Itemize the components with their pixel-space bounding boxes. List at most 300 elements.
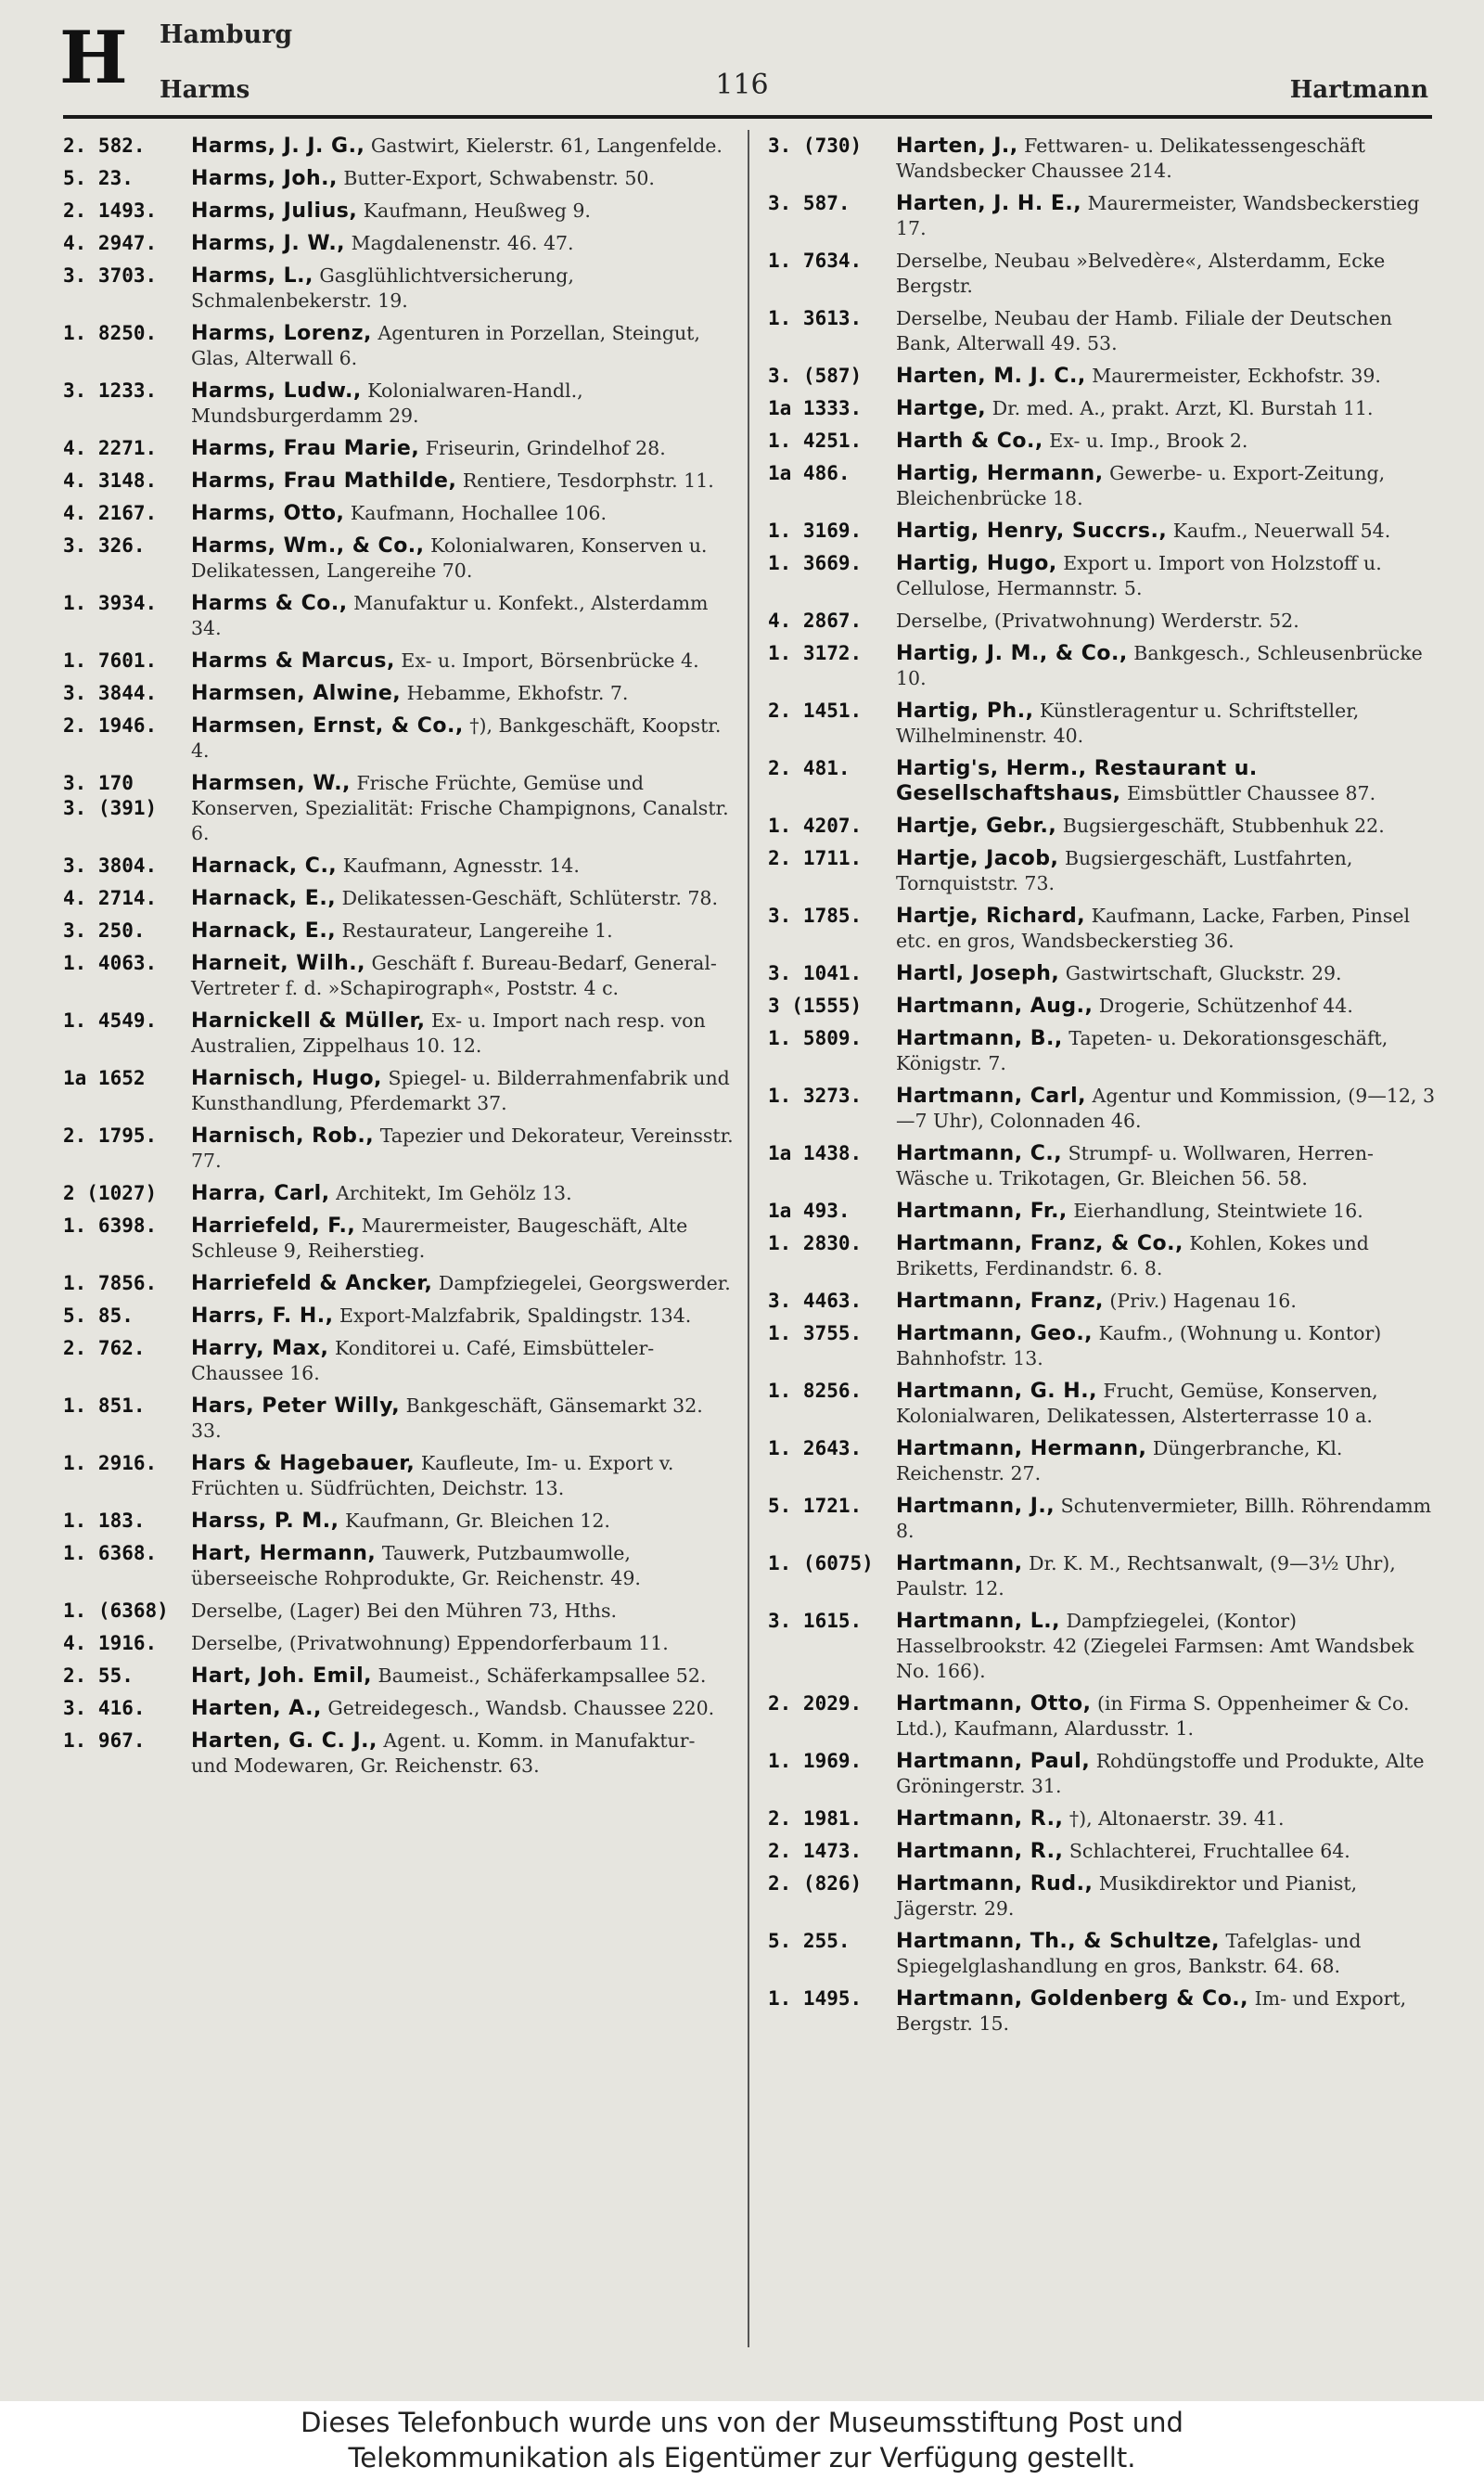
subscriber-name: Hars, Peter Willy, xyxy=(191,1394,401,1418)
directory-entry xyxy=(768,994,1439,1019)
directory-entry xyxy=(768,429,1439,454)
directory-entry xyxy=(768,1141,1439,1191)
subscriber-name: Hartmann, L., xyxy=(896,1610,1060,1633)
subscriber-details: Maurermeister, Eckhofstr. 39. xyxy=(1092,365,1381,387)
directory-entry xyxy=(768,1379,1439,1429)
subscriber-details: Derselbe, (Lager) Bei den Mühren 73, Hths. xyxy=(191,1600,618,1622)
subscriber-name: Harten, M. J. C., xyxy=(896,365,1086,388)
directory-entry xyxy=(63,713,735,764)
directory-entry xyxy=(63,649,735,674)
phone-number: 2. 1795. xyxy=(63,1124,158,1147)
phone-number: 3. 250. xyxy=(63,919,146,942)
directory-entry xyxy=(63,1181,735,1206)
subscriber-details: †), Altonaerstr. 39. 41. xyxy=(1068,1807,1285,1830)
subscriber-details: Derselbe, (Privatwohnung) Eppendorferbaum 11. xyxy=(191,1632,669,1654)
directory-entry xyxy=(63,1664,735,1689)
phone-number: 1. 4251. xyxy=(768,430,863,452)
phone-number: 2. 1946. xyxy=(63,714,158,737)
subscriber-name: Hartmann, Franz, & Co., xyxy=(896,1232,1183,1255)
phone-number: 1. 6368. xyxy=(63,1542,158,1564)
subscriber-details: (in Firma S. Oppenheimer & Co. Ltd.), Kaufmann, Alardusstr. 1. xyxy=(896,1692,1410,1740)
subscriber-name: Harms, Wm., & Co., xyxy=(191,534,425,558)
phone-number: 5. 85. xyxy=(63,1304,134,1327)
subscriber-name: Harriefeld & Ancker, xyxy=(191,1272,433,1295)
directory-entry xyxy=(768,1026,1439,1076)
directory-entry xyxy=(768,609,1439,634)
subscriber-details: Tafelglas- und Spiegelglashandlung en gros, Bankstr. 64. 68. xyxy=(896,1930,1362,1977)
directory-entry xyxy=(768,699,1439,749)
subscriber-details: Düngerbranche, Kl. Reichenstr. 27. xyxy=(896,1437,1343,1484)
subscriber-details: Ex- u. Imp., Brook 2. xyxy=(1049,430,1248,452)
phone-number: 1. 4063. xyxy=(63,952,158,974)
subscriber-name: Hartmann, Hermann, xyxy=(896,1437,1147,1460)
phone-number: 1. 183. xyxy=(63,1510,146,1532)
phone-number: 1. 3755. xyxy=(768,1322,863,1344)
subscriber-name: Harnack, E., xyxy=(191,919,337,943)
subscriber-details: Schlachterei, Fruchtallee 64. xyxy=(1068,1840,1350,1862)
subscriber-details: Gasglühlichtversicherung, Schmalenbekerstr. 19. xyxy=(191,264,574,312)
subscriber-details: Bugsiergeschäft, Stubbenhuk 22. xyxy=(1062,815,1385,837)
phone-number: 1. 4207. xyxy=(768,815,863,837)
directory-entry xyxy=(768,519,1439,544)
subscriber-name: Hartig, Hermann, xyxy=(896,462,1104,485)
subscriber-details: Export-Malzfabrik, Spaldingstr. 134. xyxy=(339,1304,692,1327)
phone-number: 2 (1027) xyxy=(63,1182,158,1204)
subscriber-details: Strumpf- u. Wollwaren, Herren-Wäsche u. Trikotagen, Gr. Bleichen 56. 58. xyxy=(896,1142,1374,1189)
phone-number: 2. 481. xyxy=(768,757,851,779)
phone-number: 4. 2271. xyxy=(63,437,158,459)
directory-entry xyxy=(768,1436,1439,1486)
directory-entry xyxy=(63,263,735,314)
phone-number: 3. 3844. xyxy=(63,682,158,704)
phone-number: 2. 762. xyxy=(63,1337,146,1359)
subscriber-details: Frische Früchte, Gemüse und Konserven, Spezialität: Frische Champignons, Canalstr. 6. xyxy=(191,772,729,844)
phone-number: 4. 2867. xyxy=(768,610,863,632)
subscriber-details: Hebamme, Ekhofstr. 7. xyxy=(406,682,629,704)
phone-number: 5. 255. xyxy=(768,1930,851,1952)
subscriber-details: Gewerbe- u. Export-Zeitung, Bleichenbrücke 18. xyxy=(896,462,1386,509)
phone-number: 1. 3172. xyxy=(768,642,863,664)
phone-number: 1. 1495. xyxy=(768,1987,863,2010)
subscriber-details: Rohdüngstoffe und Produkte, Alte Gröningerstr. 31. xyxy=(896,1750,1425,1797)
phone-number: 3 (1555) xyxy=(768,995,863,1017)
phone-number: 1. 3934. xyxy=(63,592,158,614)
subscriber-name: Harms, Frau Mathilde, xyxy=(191,469,457,493)
subscriber-details: Export u. Import von Holzstoff u. Cellulose, Hermannstr. 5. xyxy=(896,552,1382,599)
subscriber-details: Bankgeschäft, Gänsemarkt 32. 33. xyxy=(191,1394,703,1442)
directory-entry xyxy=(63,591,735,641)
phone-number: 1. (6075) xyxy=(768,1552,874,1574)
subscriber-details: Geschäft f. Bureau-Bedarf, General-Vertreter f. d. »Schapirograph«, Poststr. 4 c. xyxy=(191,952,717,999)
phone-number: 1. 8250. xyxy=(63,322,158,344)
subscriber-name: Hartmann, R., xyxy=(896,1807,1064,1831)
subscriber-details: Frucht, Gemüse, Konserven, Kolonialwaren, Delikatessen, Alsterterrasse 10 a. xyxy=(896,1380,1378,1427)
directory-entry xyxy=(63,919,735,944)
phone-number: 3. 1233. xyxy=(63,379,158,402)
right-column xyxy=(768,134,1439,2044)
subscriber-name: Hartig's, Herm., Restaurant u. Gesellschaftshaus, xyxy=(896,757,1258,805)
directory-entry xyxy=(63,501,735,526)
directory-entry xyxy=(768,249,1439,299)
subscriber-details: Dampfziegelei, (Kontor) Hasselbrookstr. 42 (Ziegelei Farmsen: Amt Wandsbek No. 166). xyxy=(896,1610,1414,1682)
directory-entry xyxy=(768,1839,1439,1864)
phone-number: 1a 1652 xyxy=(63,1067,146,1089)
subscriber-details: Getreidegesch., Wandsb. Chaussee 220. xyxy=(327,1697,715,1719)
subscriber-details: Maurermeister, Wandsbeckerstieg 17. xyxy=(896,192,1420,239)
directory-entry xyxy=(768,1806,1439,1831)
phone-number: 1a 1438. xyxy=(768,1142,863,1164)
directory-entry xyxy=(768,1986,1439,2037)
subscriber-name: Harmsen, Alwine, xyxy=(191,682,402,705)
phone-number: 1. (6368) xyxy=(63,1600,169,1622)
directory-entry xyxy=(63,533,735,584)
subscriber-name: Harneit, Wilh., xyxy=(191,952,365,975)
subscriber-details: Tapezier und Dekorateur, Vereinsstr. 77. xyxy=(191,1124,734,1172)
subscriber-name: Hartmann, Otto, xyxy=(896,1692,1092,1715)
directory-entry xyxy=(768,1551,1439,1601)
phone-number: 1. 4549. xyxy=(63,1009,158,1032)
subscriber-details: Maurermeister, Baugeschäft, Alte Schleuse 9, Reiherstieg. xyxy=(191,1214,688,1262)
phone-number: 3. 4463. xyxy=(768,1290,863,1312)
directory-entry xyxy=(768,1691,1439,1741)
subscriber-name: Harms, L., xyxy=(191,264,313,288)
directory-entry xyxy=(63,1009,735,1059)
directory-entry xyxy=(63,1599,735,1624)
subscriber-name: Hartmann, R., xyxy=(896,1840,1064,1863)
directory-entry xyxy=(63,231,735,256)
subscriber-details: Schutenvermieter, Billh. Röhrendamm 8. xyxy=(896,1495,1432,1542)
directory-entry xyxy=(768,461,1439,511)
phone-number: 1. 5809. xyxy=(768,1027,863,1049)
directory-entry xyxy=(63,854,735,879)
phone-number: 1a 493. xyxy=(768,1200,851,1222)
subscriber-details: Künstleragentur u. Schriftsteller, Wilhelminenstr. 40. xyxy=(896,700,1360,747)
subscriber-details: Bankgesch., Schleusenbrücke 10. xyxy=(896,642,1423,689)
phone-number: 4. 2167. xyxy=(63,502,158,524)
subscriber-details: Musikdirektor und Pianist, Jägerstr. 29. xyxy=(896,1872,1358,1920)
phone-number: 4. 2947. xyxy=(63,232,158,254)
directory-entry xyxy=(63,681,735,706)
directory-entry xyxy=(768,1749,1439,1799)
directory-entry xyxy=(63,1336,735,1386)
directory-entry xyxy=(63,771,735,846)
directory-entry xyxy=(63,1124,735,1174)
first-entry-keyword: Harms xyxy=(160,76,250,104)
subscriber-name: Hartmann, B., xyxy=(896,1027,1063,1050)
subscriber-details: Kaufleute, Im- u. Export v. Früchten u. Südfrüchten, Deichstr. 13. xyxy=(191,1452,674,1499)
phone-number: 1. 2916. xyxy=(63,1452,158,1474)
phone-number: 2. (826) xyxy=(768,1872,863,1895)
subscriber-name: Hartmann, Fr., xyxy=(896,1200,1068,1223)
phone-number: 3. 1615. xyxy=(768,1610,863,1632)
subscriber-name: Hartge, xyxy=(896,397,987,420)
phone-number: 1. 7634. xyxy=(768,250,863,272)
phone-number: 2. 582. xyxy=(63,135,146,157)
subscriber-name: Hartmann, Franz, xyxy=(896,1290,1104,1313)
phone-number: 2. 1981. xyxy=(768,1807,863,1830)
subscriber-name: Harrs, F. H., xyxy=(191,1304,334,1328)
directory-entry xyxy=(768,1321,1439,1371)
directory-entry xyxy=(63,1394,735,1444)
subscriber-details: Agentur und Kommission, (9—12, 3—7 Uhr), Colonnaden 46. xyxy=(896,1085,1435,1132)
subscriber-name: Hartmann, Aug., xyxy=(896,995,1094,1018)
subscriber-details: Dampfziegelei, Georgswerder. xyxy=(438,1272,731,1294)
subscriber-details: Konditorei u. Café, Eimsbütteler-Chaussee 16. xyxy=(191,1337,655,1384)
footer-line-2: Telekommunikation als Eigentümer zur Verfügung gestellt. xyxy=(348,2442,1136,2474)
directory-entry xyxy=(768,364,1439,389)
subscriber-details: Friseurin, Grindelhof 28. xyxy=(425,437,666,459)
subscriber-details: Dr. K. M., Rechtsanwalt, (9—3½ Uhr), Paulstr. 12. xyxy=(896,1552,1396,1600)
directory-entry xyxy=(768,551,1439,601)
directory-entry xyxy=(63,199,735,224)
subscriber-details: Kaufm., Neuerwall 54. xyxy=(1172,520,1391,542)
subscriber-details: Ex- u. Import, Börsenbrücke 4. xyxy=(401,649,699,672)
subscriber-name: Harten, J., xyxy=(896,135,1018,158)
subscriber-name: Harten, J. H. E., xyxy=(896,192,1082,215)
directory-entry xyxy=(63,1541,735,1591)
subscriber-details: Dr. med. A., prakt. Arzt, Kl. Burstah 11. xyxy=(991,397,1374,419)
subscriber-name: Harnack, E., xyxy=(191,887,337,910)
directory-entry xyxy=(768,1199,1439,1224)
subscriber-details: Agenturen in Porzellan, Steingut, Glas, Alterwall 6. xyxy=(191,322,700,369)
directory-entry xyxy=(768,134,1439,184)
phone-number: 1. 8256. xyxy=(768,1380,863,1402)
subscriber-name: Harms, Lorenz, xyxy=(191,322,372,345)
subscriber-name: Harms, J. W., xyxy=(191,232,346,255)
subscriber-name: Harms & Marcus, xyxy=(191,649,395,673)
subscriber-name: Hartje, Richard, xyxy=(896,905,1086,928)
phone-number: 2. 1451. xyxy=(768,700,863,722)
directory-entry xyxy=(63,1728,735,1779)
phone-number: 3. 1785. xyxy=(768,905,863,927)
subscriber-details: Ex- u. Import nach resp. von Australien, Zippelhaus 10. 12. xyxy=(191,1009,706,1057)
subscriber-name: Hartig, Henry, Succrs., xyxy=(896,520,1168,543)
phone-number: 2. 2029. xyxy=(768,1692,863,1715)
page-number: 116 xyxy=(715,69,769,101)
subscriber-name: Hartmann, C., xyxy=(896,1142,1063,1165)
directory-entry xyxy=(768,814,1439,839)
phone-number: 3. 416. xyxy=(63,1697,146,1719)
left-column xyxy=(63,134,735,1786)
directory-entry xyxy=(63,134,735,159)
directory-entry xyxy=(768,1289,1439,1314)
phone-number: 1. 3169. xyxy=(768,520,863,542)
subscriber-name: Harms, Julius, xyxy=(191,199,358,223)
phone-number: 2. 1711. xyxy=(768,847,863,869)
subscriber-name: Harss, P. M., xyxy=(191,1510,339,1533)
phone-number: 1. 2643. xyxy=(768,1437,863,1459)
phone-number: 1. 7856. xyxy=(63,1272,158,1294)
subscriber-name: Hartig, Ph., xyxy=(896,700,1034,723)
subscriber-name: Harnickell & Müller, xyxy=(191,1009,426,1033)
directory-entry xyxy=(63,469,735,494)
subscriber-details: Fettwaren- u. Delikatessengeschäft Wandsbecker Chaussee 214. xyxy=(896,135,1366,182)
city-heading: Hamburg xyxy=(160,20,293,49)
directory-entry xyxy=(768,191,1439,241)
subscriber-name: Harry, Max, xyxy=(191,1337,329,1360)
subscriber-details: Manufaktur u. Konfekt., Alsterdamm 34. xyxy=(191,592,709,639)
subscriber-details: †), Bankgeschäft, Koopstr. 4. xyxy=(191,714,722,762)
subscriber-details: (Priv.) Hagenau 16. xyxy=(1109,1290,1297,1312)
directory-entry xyxy=(768,1231,1439,1281)
subscriber-details: Kaufmann, Hochallee 106. xyxy=(350,502,607,524)
subscriber-name: Hartje, Gebr., xyxy=(896,815,1057,838)
directory-entry xyxy=(768,1084,1439,1134)
directory-entry xyxy=(768,641,1439,691)
header-rule xyxy=(63,115,1432,119)
phone-number: 1a 1333. xyxy=(768,397,863,419)
subscriber-name: Hartig, Hugo, xyxy=(896,552,1057,575)
subscriber-details: Kolonialwaren-Handl., Mundsburgerdamm 29. xyxy=(191,379,583,427)
subscriber-name: Harten, G. C. J., xyxy=(191,1729,377,1753)
directory-entry xyxy=(768,1871,1439,1921)
subscriber-name: Hart, Hermann, xyxy=(191,1542,377,1565)
subscriber-name: Harth & Co., xyxy=(896,430,1043,453)
directory-entry xyxy=(63,379,735,429)
subscriber-name: Hartmann, J., xyxy=(896,1495,1055,1518)
phone-number: 5. 23. xyxy=(63,167,134,189)
subscriber-name: Hartmann, G. H., xyxy=(896,1380,1097,1403)
directory-entry xyxy=(768,756,1439,806)
subscriber-details: Magdalenenstr. 46. 47. xyxy=(351,232,574,254)
subscriber-details: Kaufmann, Heußweg 9. xyxy=(363,199,591,222)
subscriber-details: Agent. u. Komm. in Manufaktur- und Modewaren, Gr. Reichenstr. 63. xyxy=(191,1729,696,1777)
subscriber-name: Harms, Otto, xyxy=(191,502,345,525)
subscriber-details: Derselbe, Neubau »Belvedère«, Alsterdamm, Ecke Bergstr. xyxy=(896,250,1386,297)
subscriber-name: Hartmann, Goldenberg & Co., xyxy=(896,1987,1249,2011)
subscriber-name: Harms, J. J. G., xyxy=(191,135,365,158)
directory-entry xyxy=(63,1451,735,1501)
directory-entry xyxy=(768,1929,1439,1979)
section-letter: H xyxy=(59,16,128,100)
phone-number: 1. 7601. xyxy=(63,649,158,672)
subscriber-name: Hartl, Joseph, xyxy=(896,962,1060,985)
subscriber-details: Im- und Export, Bergstr. 15. xyxy=(896,1987,1407,2035)
phone-number: 3. 1041. xyxy=(768,962,863,984)
subscriber-name: Harra, Carl, xyxy=(191,1182,330,1205)
subscriber-details: Derselbe, Neubau der Hamb. Filiale der Deutschen Bank, Alterwall 49. 53. xyxy=(896,307,1392,354)
phone-number: 2. 1493. xyxy=(63,199,158,222)
subscriber-name: Harmsen, Ernst, & Co., xyxy=(191,714,464,738)
last-entry-keyword: Hartmann xyxy=(1289,76,1428,104)
directory-entry xyxy=(768,396,1439,421)
directory-entry xyxy=(768,904,1439,954)
phone-number: 3. 3804. xyxy=(63,855,158,877)
phone-number: 1. 2830. xyxy=(768,1232,863,1254)
phone-number: 2. 1473. xyxy=(768,1840,863,1862)
subscriber-name: Hartmann, Carl, xyxy=(896,1085,1086,1108)
subscriber-name: Hars & Hagebauer, xyxy=(191,1452,416,1475)
subscriber-name: Harms, Joh., xyxy=(191,167,338,190)
phone-number: 3. (587) xyxy=(768,365,863,387)
phone-number: 3. 587. xyxy=(768,192,851,214)
directory-entry xyxy=(63,1696,735,1721)
subscriber-details: Restaurateur, Langereihe 1. xyxy=(341,919,613,942)
directory-entry xyxy=(63,951,735,1001)
phone-number: 4. 2714. xyxy=(63,887,158,909)
directory-entry xyxy=(63,436,735,461)
subscriber-name: Harmsen, W., xyxy=(191,772,351,795)
phone-number: 3. 326. xyxy=(63,534,146,557)
subscriber-details: Gastwirtschaft, Gluckstr. 29. xyxy=(1065,962,1342,984)
phone-number: 3. (730) xyxy=(768,135,863,157)
directory-entry xyxy=(768,1494,1439,1544)
phone-number: 1. 851. xyxy=(63,1394,146,1417)
phone-number: 1. 967. xyxy=(63,1729,146,1752)
subscriber-details: Eimsbüttler Chaussee 87. xyxy=(1127,782,1376,804)
subscriber-name: Hartmann, Th., & Schultze, xyxy=(896,1930,1220,1953)
phone-number: 3. 170 3. (391) xyxy=(63,772,158,819)
subscriber-details: Tapeten- u. Dekorationsgeschäft, Königstr. 7. xyxy=(896,1027,1388,1074)
subscriber-details: Drogerie, Schützenhof 44. xyxy=(1098,995,1353,1017)
phone-number: 1. 1969. xyxy=(768,1750,863,1772)
subscriber-name: Hartmann, Rud., xyxy=(896,1872,1094,1895)
directory-entry xyxy=(63,321,735,371)
subscriber-name: Hartmann, xyxy=(896,1552,1023,1575)
subscriber-details: Eierhandlung, Steintwiete 16. xyxy=(1073,1200,1363,1222)
directory-entry xyxy=(63,1304,735,1329)
phone-number: 3. 3703. xyxy=(63,264,158,287)
footer-line-1: Dieses Telefonbuch wurde uns von der Museumsstiftung Post und xyxy=(301,2407,1183,2438)
subscriber-details: Rentiere, Tesdorphstr. 11. xyxy=(462,469,714,492)
phone-number: 1. 3273. xyxy=(768,1085,863,1107)
subscriber-details: Delikatessen-Geschäft, Schlüterstr. 78. xyxy=(341,887,718,909)
column-divider xyxy=(748,130,749,2347)
subscriber-name: Harms & Co., xyxy=(191,592,348,615)
directory-entry xyxy=(63,1509,735,1534)
subscriber-name: Hartje, Jacob, xyxy=(896,847,1059,870)
phone-number: 5. 1721. xyxy=(768,1495,863,1517)
directory-entry xyxy=(768,1609,1439,1684)
subscriber-details: Tauwerk, Putzbaumwolle, überseeische Rohprodukte, Gr. Reichenstr. 49. xyxy=(191,1542,641,1589)
phone-number: 2. 55. xyxy=(63,1664,134,1687)
subscriber-details: Kaufmann, Gr. Bleichen 12. xyxy=(345,1510,610,1532)
subscriber-name: Harnisch, Hugo, xyxy=(191,1067,382,1090)
subscriber-details: Kolonialwaren, Konserven u. Delikatessen, Langereihe 70. xyxy=(191,534,708,582)
subscriber-name: Harms, Frau Marie, xyxy=(191,437,420,460)
subscriber-name: Harms, Ludw., xyxy=(191,379,362,403)
phone-number: 1. 3669. xyxy=(768,552,863,574)
directory-entry xyxy=(768,961,1439,986)
directory-entry xyxy=(63,1631,735,1656)
phone-number: 4. 1916. xyxy=(63,1632,158,1654)
directory-entry xyxy=(63,166,735,191)
subscriber-name: Harriefeld, F., xyxy=(191,1214,356,1238)
subscriber-details: Baumeist., Schäferkampsallee 52. xyxy=(377,1664,707,1687)
directory-entry xyxy=(768,846,1439,896)
subscriber-details: Kaufm., (Wohnung u. Kontor) Bahnhofstr. 13. xyxy=(896,1322,1382,1369)
subscriber-name: Hartmann, Paul, xyxy=(896,1750,1091,1773)
subscriber-details: Spiegel- u. Bilderrahmenfabrik und Kunsthandlung, Pferdemarkt 37. xyxy=(191,1067,730,1114)
subscriber-name: Hartmann, Geo., xyxy=(896,1322,1094,1345)
subscriber-details: Kaufmann, Lacke, Farben, Pinsel etc. en gros, Wandsbeckerstieg 36. xyxy=(896,905,1411,952)
footer-notice xyxy=(0,2401,1484,2480)
subscriber-name: Hart, Joh. Emil, xyxy=(191,1664,373,1688)
phone-number: 4. 3148. xyxy=(63,469,158,492)
subscriber-name: Hartig, J. M., & Co., xyxy=(896,642,1128,665)
subscriber-details: Architekt, Im Gehölz 13. xyxy=(336,1182,572,1204)
subscriber-details: Derselbe, (Privatwohnung) Werderstr. 52. xyxy=(896,610,1299,632)
subscriber-name: Harnisch, Rob., xyxy=(191,1124,375,1148)
subscriber-details: Bugsiergeschäft, Lustfahrten, Tornquiststr. 73. xyxy=(896,847,1353,894)
directory-entry xyxy=(63,886,735,911)
phone-number: 1. 3613. xyxy=(768,307,863,329)
subscriber-details: Gastwirt, Kielerstr. 61, Langenfelde. xyxy=(370,135,723,157)
phone-number: 1. 6398. xyxy=(63,1214,158,1237)
subscriber-details: Kohlen, Kokes und Briketts, Ferdinandstr. 6. 8. xyxy=(896,1232,1369,1279)
phone-number: 1a 486. xyxy=(768,462,851,484)
subscriber-name: Harten, A., xyxy=(191,1697,322,1720)
